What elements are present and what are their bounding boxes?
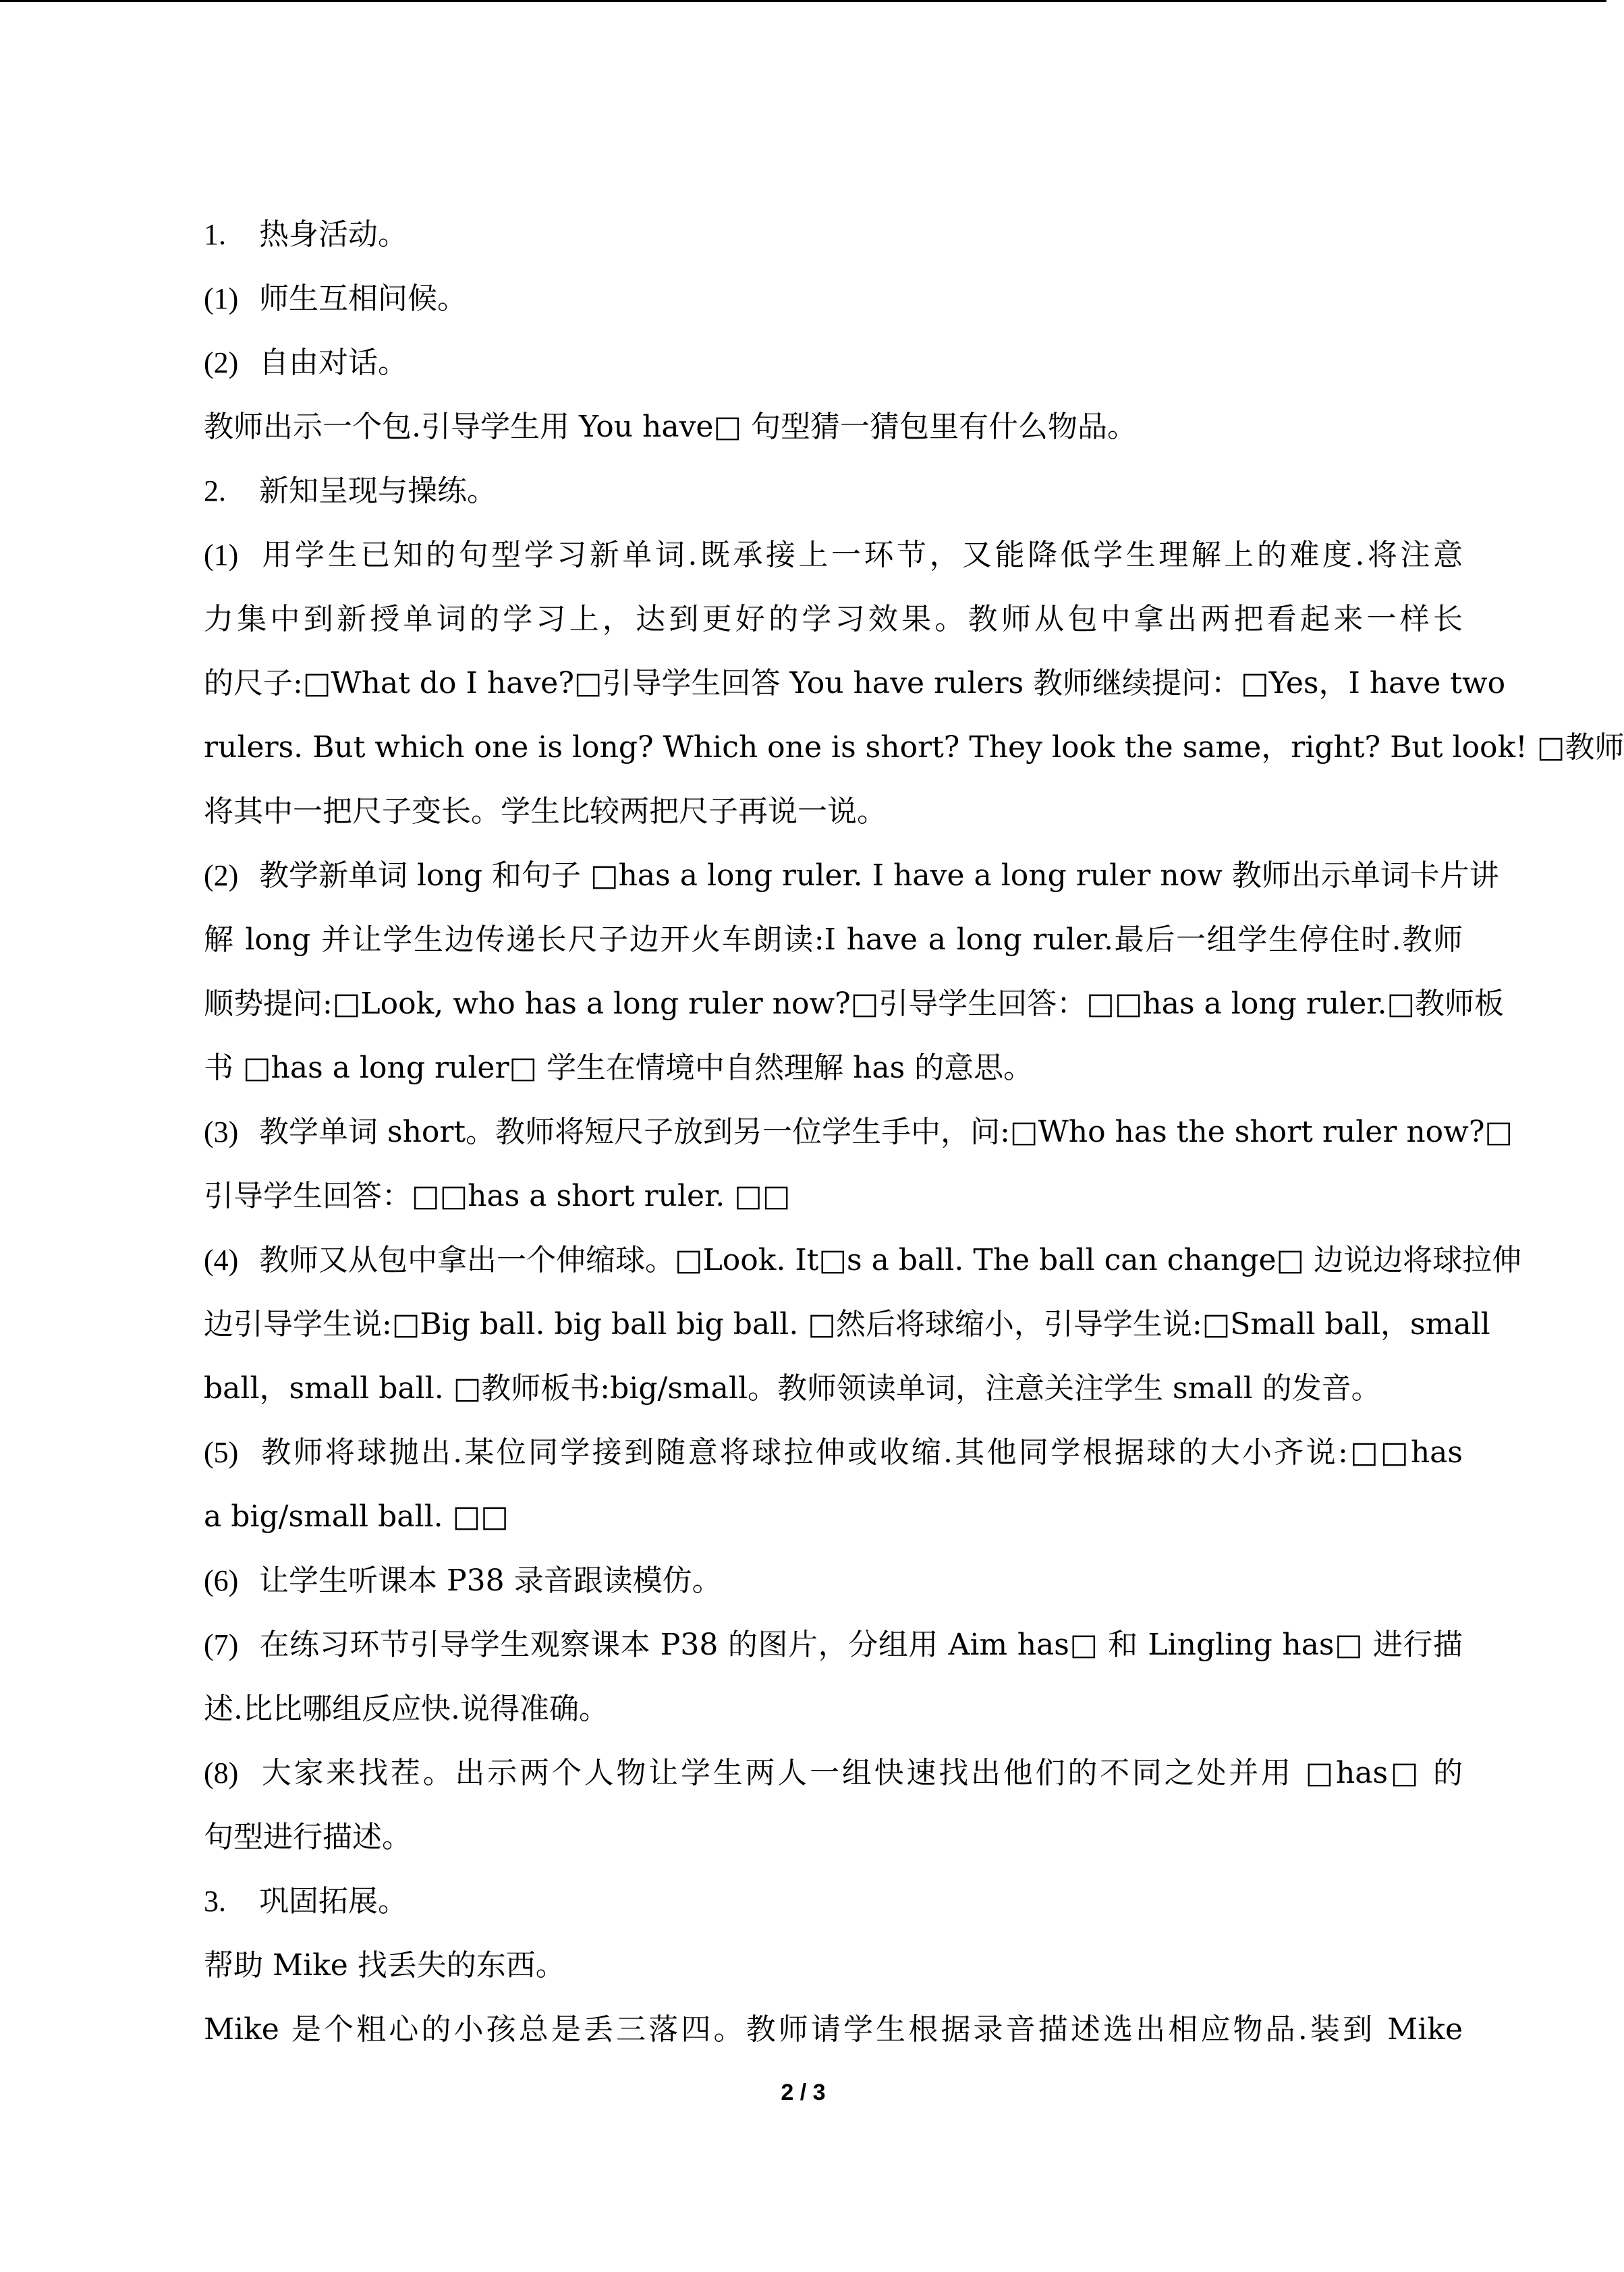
text-line xyxy=(204,1933,1463,1997)
text-line xyxy=(204,1036,1463,1100)
list-number: (8) xyxy=(204,1756,239,1790)
line-text: 句型进行描述。 xyxy=(204,1820,412,1854)
list-number: (3) xyxy=(204,1115,239,1148)
line-text: 教师又从包中拿出一个伸缩球。□Look. It□s a ball. The ball can change□ 边说边将球拉伸 xyxy=(259,1243,1522,1277)
line-text: 顺势提问:□Look, who has a long ruler now?□引导学生回答：□□has a long ruler.□教师板 xyxy=(204,987,1505,1021)
top-border-line xyxy=(0,0,1606,2)
line-text: 教学新单词 long 和句子 □has a long ruler. I have a long ruler now 教师出示单词卡片讲 xyxy=(259,858,1499,893)
line-text: 边引导学生说:□Big ball. big ball big ball. □然后将球缩小，引导学生说:□Small ball，small xyxy=(204,1307,1490,1341)
list-number: (5) xyxy=(204,1436,239,1469)
text-line xyxy=(204,1100,1513,1164)
text-line xyxy=(204,1613,1463,1677)
text-line xyxy=(204,715,1624,779)
line-text: 将其中一把尺子变长。学生比较两把尺子再说一说。 xyxy=(204,794,887,829)
text-line xyxy=(204,1677,1463,1741)
text-line xyxy=(204,202,1463,267)
line-text: 教师将球抛出.某位同学接到随意将球拉伸或收缩.其他同学根据球的大小齐说:□□has xyxy=(259,1435,1463,1470)
list-number: (2) xyxy=(204,346,239,379)
line-text: 解 long 并让学生边传递长尺子边开火车朗读:I have a long ruler.最后一组学生停住时.教师 xyxy=(204,922,1463,957)
text-line xyxy=(204,1420,1463,1485)
text-line xyxy=(204,331,1463,395)
list-number: (1) xyxy=(204,282,239,315)
list-number: 1. xyxy=(204,218,226,251)
line-text: 大家来找茬。出示两个人物让学生两人一组快速找出他们的不同之处并用 □has□ 的 xyxy=(259,1756,1463,1790)
line-text: 用学生已知的句型学习新单词.既承接上一环节，又能降低学生理解上的难度.将注意 xyxy=(259,538,1463,572)
line-text: 帮助 Mike 找丢失的东西。 xyxy=(204,1948,565,1983)
line-text: 的尺子:□What do I have?□引导学生回答 You have rulers 教师继续提问：□Yes，I have two xyxy=(204,666,1506,700)
line-text: rulers. But which one is long? Which one is short? They look the same，right? But look! □教师 xyxy=(204,730,1624,765)
line-text: 教师出示一个包.引导学生用 You have□ 句型猜一猜包里有什么物品。 xyxy=(204,410,1138,444)
line-text: a big/small ball. □□ xyxy=(204,1499,509,1534)
text-line xyxy=(204,843,1499,908)
text-line xyxy=(204,267,1463,331)
text-line xyxy=(204,779,1463,843)
document-body xyxy=(204,202,1624,2061)
line-text: 述.比比哪组反应快.说得准确。 xyxy=(204,1692,609,1726)
text-line xyxy=(204,587,1463,651)
list-number: (1) xyxy=(204,538,239,572)
text-line xyxy=(204,1292,1490,1356)
list-number: 3. xyxy=(204,1885,226,1918)
text-line xyxy=(204,1869,1463,1933)
text-line xyxy=(204,651,1506,715)
line-text: Mike 是个粗心的小孩总是丢三落四。教师请学生根据录音描述选出相应物品.装到 Mike xyxy=(204,2012,1463,2047)
line-text: 巩固拓展。 xyxy=(259,1884,408,1918)
text-line xyxy=(204,459,1463,523)
line-text: 力集中到新授单词的学习上，达到更好的学习效果。教师从包中拿出两把看起来一样长 xyxy=(204,602,1463,636)
line-text: 新知呈现与操练。 xyxy=(259,474,497,508)
text-line xyxy=(204,523,1463,587)
line-text: 教学单词 short。教师将短尺子放到另一位学生手中，问:□Who has the short ruler now?□ xyxy=(259,1115,1513,1149)
text-line xyxy=(204,1228,1522,1292)
line-text: ball，small ball. □教师板书:big/small。教师领读单词，注意关注学生 small 的发音。 xyxy=(204,1371,1381,1406)
text-line xyxy=(204,1997,1463,2061)
line-text: 师生互相问候。 xyxy=(259,281,467,316)
text-line xyxy=(204,908,1463,972)
line-text: 书 □has a long ruler□ 学生在情境中自然理解 has 的意思。 xyxy=(204,1051,1034,1085)
list-number: 2. xyxy=(204,474,226,507)
page-number: 2 / 3 xyxy=(781,2080,826,2105)
text-line xyxy=(204,395,1463,459)
text-line xyxy=(204,1741,1463,1805)
text-line xyxy=(204,1805,1463,1869)
line-text: 在练习环节引导学生观察课本 P38 的图片，分组用 Aim has□ 和 Lingling has□ 进行描 xyxy=(259,1628,1463,1662)
text-line xyxy=(204,1356,1463,1420)
line-text: 热身活动。 xyxy=(259,217,408,252)
list-number: (4) xyxy=(204,1244,239,1277)
text-line xyxy=(204,1164,1463,1228)
line-text: 引导学生回答：□□has a short ruler. □□ xyxy=(204,1179,791,1213)
text-line xyxy=(204,1549,1463,1613)
text-line xyxy=(204,1485,1463,1549)
text-line xyxy=(204,972,1505,1036)
line-text: 自由对话。 xyxy=(259,345,408,380)
list-number: (7) xyxy=(204,1628,239,1661)
list-number: (2) xyxy=(204,859,239,892)
list-number: (6) xyxy=(204,1564,239,1597)
line-text: 让学生听课本 P38 录音跟读模仿。 xyxy=(259,1563,722,1598)
